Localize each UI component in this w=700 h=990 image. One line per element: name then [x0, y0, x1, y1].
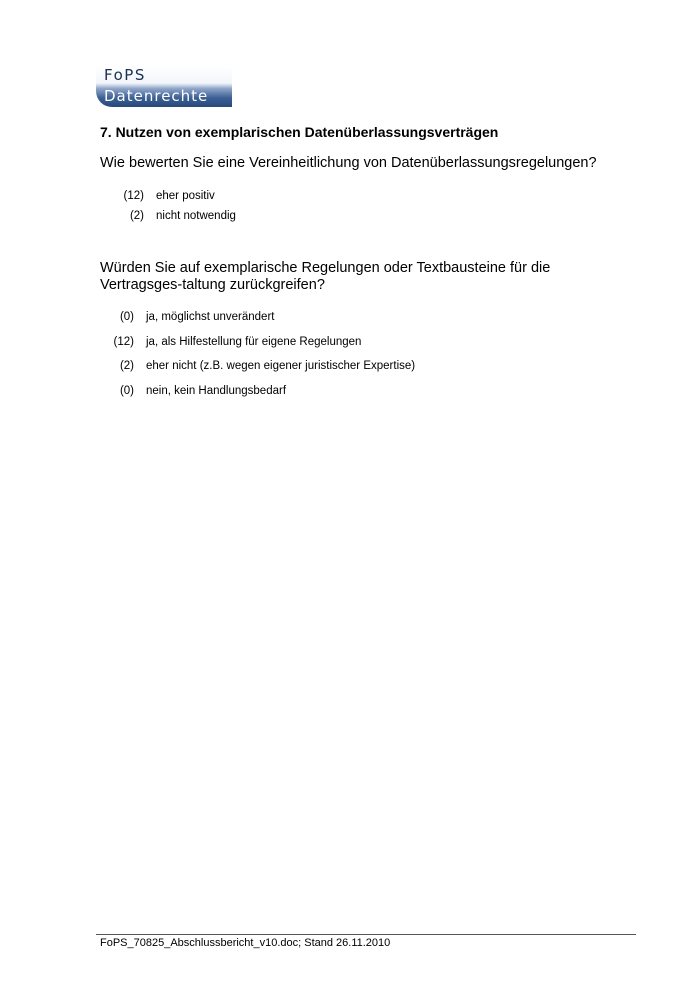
footer-divider — [96, 934, 636, 935]
answer-count: (12) — [123, 190, 144, 202]
answer-label: nicht notwendig — [156, 210, 236, 222]
answer-item — [110, 330, 415, 355]
question-1-answers — [118, 186, 236, 226]
answer-count: (12) — [113, 335, 134, 348]
answer-count: (2) — [119, 360, 134, 372]
answer-item — [110, 354, 415, 379]
question-1: Wie bewerten Sie eine Vereinheitlichung von Datenüberlassungsregelungen? — [100, 155, 597, 171]
answer-label: eher positiv — [156, 190, 215, 202]
question-2 — [100, 260, 630, 294]
answer-label: ja, als Hilfestellung für eigene Regelungen — [146, 335, 362, 348]
answer-count: (0) — [119, 384, 134, 397]
logo-line-fops: FoPS — [104, 66, 146, 84]
page-footer: FoPS_70825_Abschlussbericht_v10.doc; Stand 26.11.2010 — [100, 937, 391, 949]
answer-item — [110, 305, 415, 330]
answer-item — [118, 206, 236, 226]
question-2-answers — [110, 305, 415, 403]
answer-count: (2) — [129, 210, 144, 222]
section-heading: 7. Nutzen von exemplarischen Datenüberlassungsverträgen — [100, 124, 499, 140]
answer-item — [118, 186, 236, 206]
answer-label: nein, kein Handlungsbedarf — [146, 384, 287, 397]
answer-count: (0) — [119, 311, 134, 323]
fops-logo — [96, 66, 232, 107]
answer-item — [110, 379, 415, 404]
answer-label: eher nicht (z.B. wegen eigener juristischer Expertise) — [146, 360, 416, 372]
answer-label: ja, möglichst unverändert — [146, 311, 275, 323]
logo-line-datenrechte: Datenrechte — [104, 87, 209, 105]
question-2-text: Würden Sie auf exemplarische Regelungen oder Textbausteine für die Vertragsges-taltung zurückgreifen? — [100, 260, 551, 293]
